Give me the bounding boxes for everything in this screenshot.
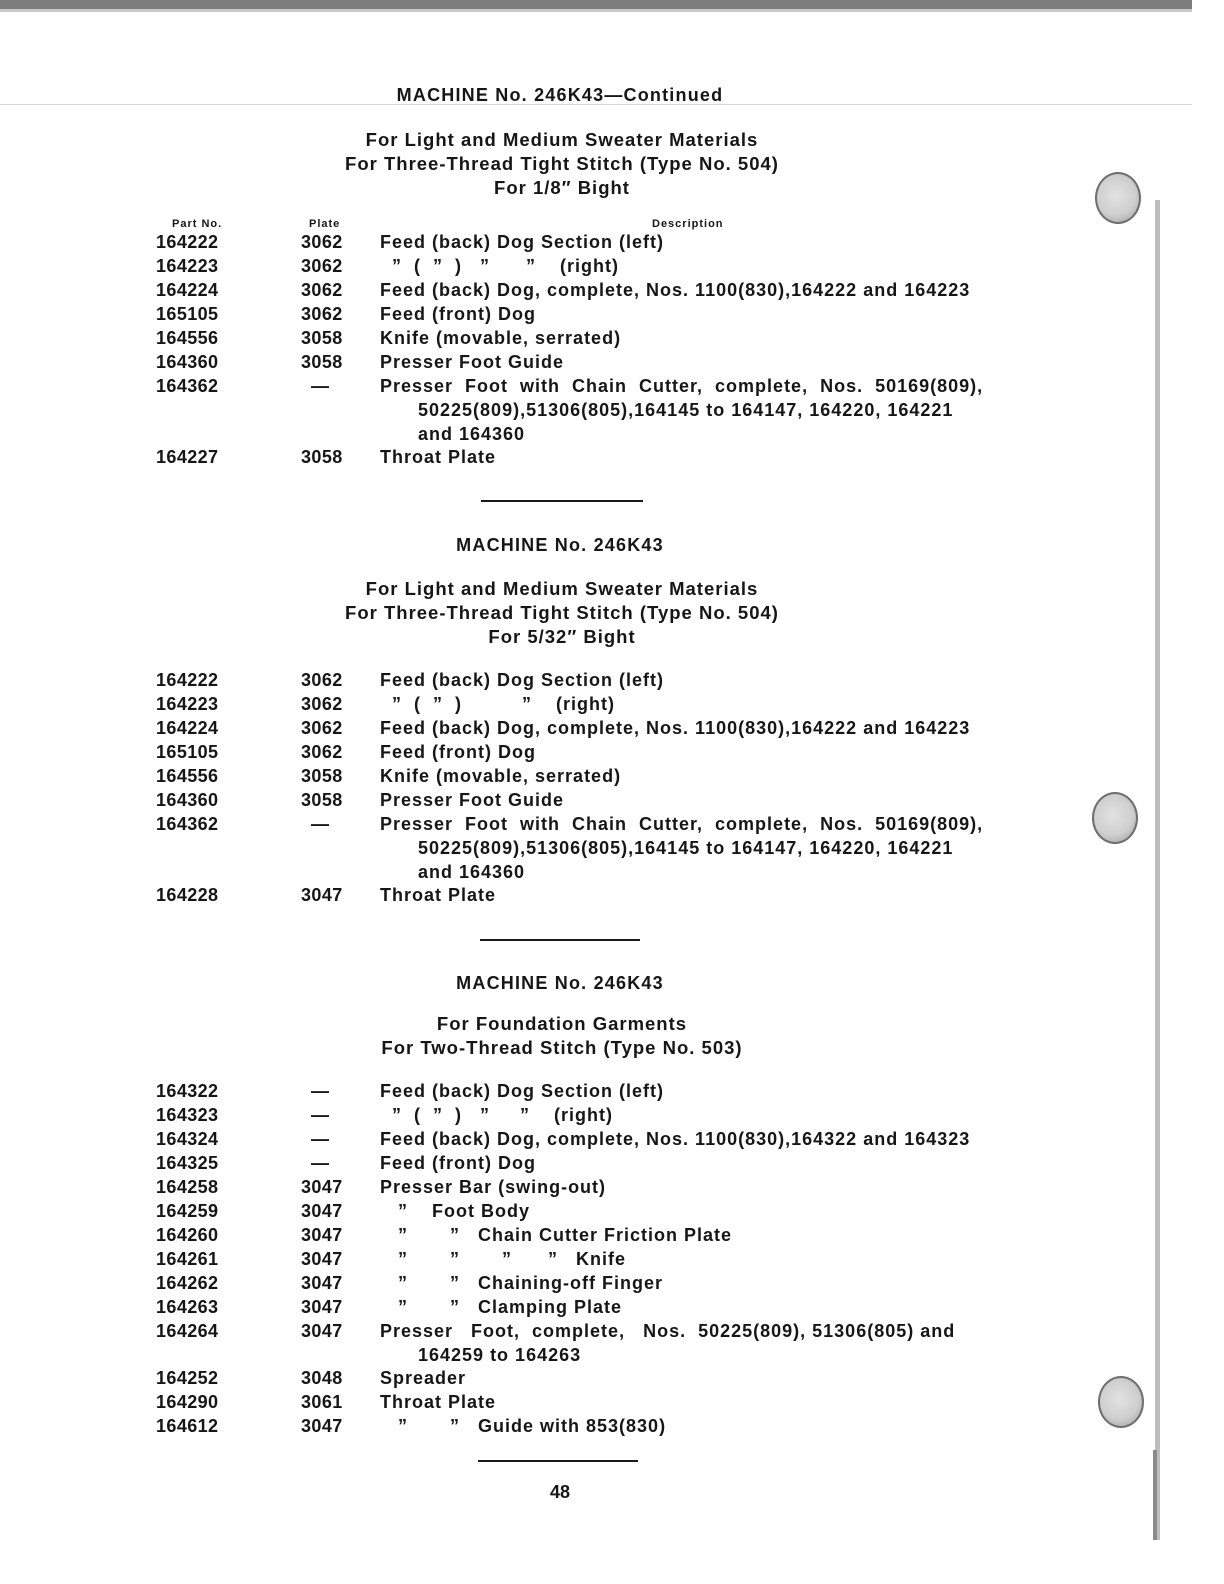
table-row [0, 1177, 1100, 1201]
part-description: ” Foot Body [380, 1201, 530, 1221]
part-description: Throat Plate [380, 1392, 497, 1412]
table-row [0, 1201, 1100, 1225]
plate-number: — [311, 376, 330, 396]
part-description: Presser Foot with Chain Cutter, complete, Nos. 50169(809), [380, 814, 984, 834]
part-number: 164264 [156, 1321, 219, 1341]
section-3-subtitle-2: For Two-Thread Stitch (Type No. 503) [381, 1037, 743, 1058]
part-number: 164263 [156, 1297, 219, 1317]
plate-number: 3047 [301, 1249, 343, 1269]
part-number: 164259 [156, 1201, 219, 1221]
table-row [0, 447, 1100, 471]
part-number: 164258 [156, 1177, 219, 1197]
part-number: 164325 [156, 1153, 219, 1173]
part-description: ” ( ” ) ” ” (right) [380, 256, 619, 276]
plate-number: 3047 [301, 885, 343, 905]
plate-number: 3058 [301, 328, 343, 348]
plate-number: 3062 [301, 670, 343, 690]
part-description: Throat Plate [380, 885, 497, 905]
section-separator [481, 500, 643, 502]
part-description: ” ” Chain Cutter Friction Plate [380, 1225, 733, 1245]
part-number: 164252 [156, 1368, 219, 1388]
plate-number: — [311, 1081, 330, 1101]
part-number: 164228 [156, 885, 219, 905]
plate-number: 3048 [301, 1368, 343, 1388]
scan-top-shadow [0, 9, 1192, 12]
part-description: Throat Plate [380, 447, 497, 467]
table-row [0, 1153, 1100, 1177]
part-description: Presser Bar (swing-out) [380, 1177, 607, 1197]
page-number: 48 [549, 1482, 571, 1502]
table-row [0, 1368, 1100, 1392]
table-row [0, 1392, 1100, 1416]
part-number: 164261 [156, 1249, 219, 1269]
table-row [0, 376, 1100, 444]
part-number: 164262 [156, 1273, 219, 1293]
column-header-part-no: Part No. [172, 218, 223, 230]
binder-edge-dark [1153, 1450, 1157, 1540]
part-number: 164290 [156, 1392, 219, 1412]
plate-number: 3047 [301, 1297, 343, 1317]
table-row [0, 304, 1100, 328]
part-number: 164322 [156, 1081, 219, 1101]
section-1-subtitle-2: For Three-Thread Tight Stitch (Type No. 504) [345, 153, 779, 174]
plate-number: — [311, 814, 330, 834]
part-number: 165105 [156, 304, 219, 324]
part-number: 164323 [156, 1105, 219, 1125]
plate-number: — [311, 1105, 330, 1125]
plate-number: 3058 [301, 352, 343, 372]
part-number: 164224 [156, 280, 219, 300]
table-row [0, 1225, 1100, 1249]
plate-number: 3061 [301, 1392, 343, 1412]
plate-number: 3047 [301, 1321, 343, 1341]
plate-number: 3062 [301, 304, 343, 324]
plate-number: 3062 [301, 256, 343, 276]
section-separator [480, 939, 640, 941]
section-2-subtitle-3: For 5/32″ Bight [488, 626, 636, 647]
plate-number: — [311, 1153, 330, 1173]
table-row [0, 1129, 1100, 1153]
plate-number: 3058 [301, 790, 343, 810]
part-description: Feed (back) Dog Section (left) [380, 1081, 665, 1101]
plate-number: 3047 [301, 1416, 343, 1436]
part-number: 164222 [156, 670, 219, 690]
part-description-continued: 50225(809),51306(805),164145 to 164147, 164220, 164221 [418, 838, 954, 858]
part-description: Feed (back) Dog, complete, Nos. 1100(830),164222 and 164223 [380, 718, 971, 738]
part-description: ” ” Guide with 853(830) [380, 1416, 667, 1436]
part-number: 164362 [156, 376, 219, 396]
section-1-subtitle-3: For 1/8″ Bight [494, 177, 630, 198]
plate-number: 3047 [301, 1201, 343, 1221]
column-header-description: Description [652, 218, 724, 230]
part-description-continued: 50225(809),51306(805),164145 to 164147, 164220, 164221 [418, 400, 954, 420]
part-description: Feed (back) Dog Section (left) [380, 232, 665, 252]
part-number: 164362 [156, 814, 219, 834]
plate-number: 3062 [301, 694, 343, 714]
part-number: 164612 [156, 1416, 219, 1436]
part-description: Presser Foot Guide [380, 790, 565, 810]
part-description-continued: and 164360 [418, 424, 526, 444]
column-header-plate: Plate [309, 218, 341, 230]
table-row [0, 1297, 1100, 1321]
part-number: 165105 [156, 742, 219, 762]
section-2-subtitle-1: For Light and Medium Sweater Materials [365, 578, 759, 599]
plate-number: 3062 [301, 742, 343, 762]
table-row [0, 1105, 1100, 1129]
table-row [0, 256, 1100, 280]
plate-number: 3047 [301, 1225, 343, 1245]
part-number: 164224 [156, 718, 219, 738]
part-description: Feed (front) Dog [380, 1153, 536, 1173]
plate-number: 3062 [301, 718, 343, 738]
section-2-title: MACHINE No. 246K43 [456, 535, 664, 555]
table-row [0, 670, 1100, 694]
table-row [0, 280, 1100, 304]
part-description-continued: 164259 to 164263 [418, 1345, 582, 1365]
part-description: Feed (back) Dog, complete, Nos. 1100(830),164322 and 164323 [380, 1129, 971, 1149]
table-row [0, 885, 1100, 909]
part-number: 164324 [156, 1129, 219, 1149]
part-number: 164223 [156, 256, 219, 276]
section-2-subtitle-2: For Three-Thread Tight Stitch (Type No. 504) [345, 602, 779, 623]
part-description: Feed (front) Dog [380, 304, 536, 324]
table-row [0, 790, 1100, 814]
part-number: 164360 [156, 352, 219, 372]
part-description-continued: and 164360 [418, 862, 526, 882]
punch-hole-bottom [1098, 1376, 1144, 1428]
table-row [0, 1081, 1100, 1105]
table-row [0, 766, 1100, 790]
table-row [0, 814, 1100, 882]
part-number: 164556 [156, 766, 219, 786]
binder-edge [1155, 200, 1160, 1540]
plate-number: 3058 [301, 447, 343, 467]
part-number: 164360 [156, 790, 219, 810]
section-1-subtitle-1: For Light and Medium Sweater Materials [365, 129, 759, 150]
part-description: Presser Foot with Chain Cutter, complete, Nos. 50169(809), [380, 376, 984, 396]
part-description: Feed (back) Dog, complete, Nos. 1100(830),164222 and 164223 [380, 280, 971, 300]
table-row [0, 694, 1100, 718]
table-row [0, 1321, 1100, 1365]
part-description: ” ( ” ) ” (right) [380, 694, 615, 714]
part-description: Spreader [380, 1368, 467, 1388]
part-description: ” ” ” ” Knife [380, 1249, 627, 1269]
part-description: Presser Foot Guide [380, 352, 565, 372]
part-number: 164227 [156, 447, 219, 467]
part-description: ” ” Clamping Plate [380, 1297, 623, 1317]
part-description: Presser Foot, complete, Nos. 50225(809), 51306(805) and [380, 1321, 956, 1341]
table-row [0, 1273, 1100, 1297]
scan-top-border [0, 0, 1192, 9]
part-description: Knife (movable, serrated) [380, 328, 622, 348]
part-description: Feed (back) Dog Section (left) [380, 670, 665, 690]
plate-number: 3047 [301, 1177, 343, 1197]
part-number: 164222 [156, 232, 219, 252]
section-1-title: MACHINE No. 246K43—Continued [396, 85, 724, 105]
part-number: 164223 [156, 694, 219, 714]
plate-number: 3058 [301, 766, 343, 786]
section-separator [478, 1460, 638, 1462]
section-3-subtitle-1: For Foundation Garments [436, 1013, 688, 1034]
part-description: Feed (front) Dog [380, 742, 536, 762]
table-row [0, 352, 1100, 376]
part-description: Knife (movable, serrated) [380, 766, 622, 786]
table-row [0, 232, 1100, 256]
plate-number: 3047 [301, 1273, 343, 1293]
part-number: 164556 [156, 328, 219, 348]
section-3-title: MACHINE No. 246K43 [456, 973, 664, 993]
plate-number: 3062 [301, 232, 343, 252]
table-row [0, 742, 1100, 766]
part-description: ” ( ” ) ” ” (right) [380, 1105, 613, 1125]
table-row [0, 1416, 1100, 1440]
table-row [0, 718, 1100, 742]
table-row [0, 328, 1100, 352]
part-number: 164260 [156, 1225, 219, 1245]
plate-number: 3062 [301, 280, 343, 300]
part-description: ” ” Chaining-off Finger [380, 1273, 663, 1293]
plate-number: — [311, 1129, 330, 1149]
table-row [0, 1249, 1100, 1273]
